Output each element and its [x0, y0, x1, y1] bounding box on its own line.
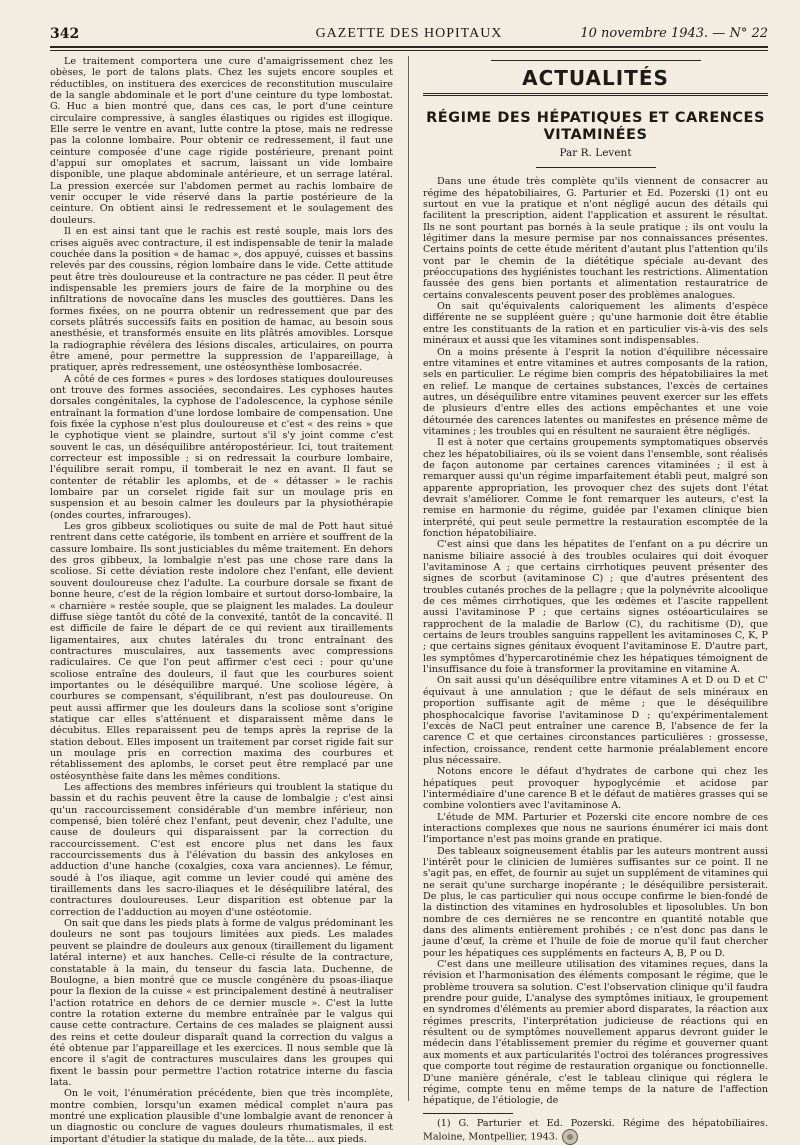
journal-title: GAZETTE DES HOPITAUX	[315, 26, 503, 41]
page-header	[50, 24, 768, 48]
section-rule	[491, 60, 701, 61]
paragraph: Il est à noter que certains groupements symptomatiques observés chez les hépatobiliaires, où ils se voient dans l'ensemble, sont réalisés de façon autonome par certaines carences vitaminées ; il est à remarquer aussi qu'un régime imparfaitement établi peut, malgré son apparente appropriation, les provoquer chez des sujets dont l'état devrait s'améliorer. Comme le font remarquer les auteurs, c'est la remise en harmonie du régime, guidée par l'examen clinique bien interprété, qui peut seule permettre la restauration escomptée de la fonction hépatobiliaire.	[423, 437, 768, 539]
paragraph: On sait qu'équivalents caloriquement les aliments d'espèce différente ne se suppléent guère ; qu'une harmonie doit être établie entre les constituants de la ration et en particulier vis-à-vis des sels minéraux et aussi que les vitamines sont indispensables.	[423, 301, 768, 347]
paragraph: Il en est ainsi tant que le rachis est resté souple, mais lors des crises aiguës avec contracture, il est indispensable de tenir la malade couchée dans la position « de hamac », dos appuyé, cuisses et bassins relevés par des coussins, région lombaire dans le vide. Cette attitude peut être très douloureuse et la contracture ne pas céder. Il peut être indispensable les premiers jours de faire de la morphine ou des infiltrations de novocaïne dans les muscles des gouttières. Dans les formes fixées, on ne pourra obtenir un redressement que par des corsets plâtrés successifs faits en position de hamac, au besoin sous anesthésie, et transformés ensuite en lits plâtrés amovibles. Lorsque la radiographie révélera des lésions discales, articulaires, on pourra être amené, pour permettre la suppression de l'appareillage, à pratiquer, après redressement, une ostéosynthèse lombosacrée.	[50, 226, 393, 374]
paragraph: Des tableaux soigneusement établis par les auteurs montrent aussi l'intérêt pour le clinicien de lumières suffisantes sur ce point. Il ne s'agit pas, en effet, de fournir au sujet un supplément de vitamines qui ne serait qu'une surcharge inopérante ; le déséquilibre persisterait. De plus, le cas particulier qui nous occupe confirme le bien-fondé de la distinction des vitamines en hydrosolubles et liposolubles. Un bon nombre de ces dernières ne se rencontre en quantité notable que dans des aliments entièrement prohibés ; ce n'est donc pas dans le jaune d'œuf, la crème et l'huile de foie de morue qu'il faut chercher pour les hépatiques ces suppléments en facteurs A, B, P ou D.	[423, 845, 768, 959]
paragraph: On a moins présente à l'esprit la notion d'équilibre nécessaire entre vitamines et entre vitamines et autres composants de la ration, sels en particulier. Le régime bien compris des hépatobiliaires la met en relief. Le manque de certaines substances, l'excès de certaines autres, un déséquilibre entre vitamines peuvent exercer sur les effets de plusieurs d'entre elles des actions empêchantes et une voie détournée des carences latentes ou manifestes en présence même de vitamines ; les troubles qui en résultent ne sauraient être négligés.	[423, 346, 768, 437]
section-title: ACTUALITÉS	[522, 66, 669, 90]
page-number: 342	[50, 26, 80, 42]
paragraph: On sait aussi qu'un déséquilibre entre vitamines A et D ou D et C' équivaut à une annulation ; que le défaut de sels minéraux en proportion suffisante agit de même ; que le déséquilibre phosphocalcique favorise l'avitaminose D ; qu'expérimentalement l'excès de NaCl peut entraîner une carence B, l'absence de fer la carence C et que certaines circonstances particulières : grossesse, infection, croissance, rendent cette harmonie préalablement encore plus nécessaire.	[423, 675, 768, 766]
paragraph: L'étude de MM. Parturier et Pozerski cite encore nombre de ces interactions complexes que nous ne saurions énumérer ici mais dont l'importance n'est pas moins grande en pratique.	[423, 811, 768, 846]
library-stamp-icon	[562, 1129, 578, 1145]
paragraph: Le traitement comportera une cure d'amaigrissement chez les obèses, le port de talons plats. Chez les sujets encore souples et réductibles, on instituera des exercices de reconstitution musculaire de la sangle abdominale et le port d'une ceinture du type lombostat. G. Huc a bien montré que, dans ces cas, le port d'une ceinture circulaire compressive, à sangles élastiques ou rigides est illogique. Elle serre le ventre en avant, lutte contre la ptose, mais ne redresse pas la colonne lombaire. Pour obtenir ce redressement, il faut une ceinture composée d'une cage rigide postérieure, prenant point d'appui sur omoplates et sacrum, laissant un vide lombaire disponible, une plaque abdominale antérieure, et un serrage latéral. La pression exercée sur l'abdomen permet au rachis lombaire de venir occuper le vide réservé dans la partie postérieure de la ceinture. On obtient ainsi le redressement et le soulagement des douleurs.	[50, 56, 393, 226]
paragraph: On sait que dans les pieds plats à forme de valgus prédominant les douleurs ne sont pas toujours limitées aux pieds. Les malades peuvent se plaindre de douleurs aux genoux (tiraillement du ligament latéral interne) et aux hanches. Celle-ci résulte de la contracture, constatable à la main, du tenseur du fascia lata. Duchenne, de Boulogne, a bien montré que ce muscle congénère du psoas-iliaque pour la flexion de la cuisse « est principalement destiné à neutraliser l'action rotatrice en dehors de ce dernier muscle ». C'est la lutte contre la rotation externe du membre entraînée par le valgus qui cause cette contracture. Certains de ces malades se plaignent aussi des reins et cette douleur disparaît quand la correction du valgus a été obtenue par l'appareillage et les exercices. Il nous semble que là encore il s'agit de contractures musculaires dans les groupes qui fixent le bassin pour permettre l'action rotatrice interne du fascia lata.	[50, 918, 393, 1088]
footnote	[423, 1118, 768, 1145]
paragraph: Les affections des membres inférieurs qui troublent la statique du bassin et du rachis peuvent être la cause de lombalgie ; c'est ainsi qu'un raccourcissement considérable d'un membre inférieur, non compensé, bien toléré chez l'enfant, peut devenir, chez l'adulte, une cause de douleurs qui disparaissent par la correction du raccourcissement. C'est est encore plus net dans les faux raccourcissements dus à l'élévation du bassin des ankyloses en adduction d'une hanche (coxalgies, coxa vara anciennes). Le fémur, soudé à l'os iliaque, agit comme un levier coudé qui amène des tiraillements dans les sacro-iliaques et le déséquilibre latéral, des contractures douloureuses. Leur disparition est obtenue par la correction de l'adduction au moyen d'une ostéotomie.	[50, 782, 393, 918]
paragraph: Dans une étude très complète qu'ils viennent de consacrer au régime des hépatobiliaires, G. Parturier et Ed. Pozerski (1) ont eu surtout en vue la pratique et n'ont négligé aucun des détails qui facilitent la prescription, aident l'application et assurent le résultat. Ils ne sont pourtant pas bornés à la seule pratique ; ils ont voulu la légitimer dans la mesure permise par nos connaissances présentes. Certains points de cette étude méritent d'autant plus l'attention qu'ils vont par le chemin de la diététique spéciale au-devant des préoccupations des hygiénistes touchant les restrictions. Alimentation faussée des gens bien portants et alimentation restauratrice de certains convalescents peuvent poser des problèmes analogues.	[423, 176, 768, 301]
left-column	[50, 56, 393, 1145]
section-double-rule	[423, 93, 768, 96]
byline: Par R. Levent	[559, 147, 632, 159]
footnote-text: (1) G. Parturier et Ed. Pozerski. Régime des hépatobiliaires. Maloine, Montpellier, 1943.	[423, 1117, 768, 1143]
footnote-rule	[423, 1113, 513, 1114]
right-column	[423, 56, 768, 1143]
paragraph: C'est dans une meilleure utilisation des vitamines reçues, dans la révision et l'harmonisation des éléments composant le régime, que le problème trouvera sa solution. C'est l'observation clinique qu'il faudra prendre pour guide, L'analyse des symptômes initiaux, le groupement en syndromes d'éléments au premier abord disparates, la réaction aux régimes prescrits, l'interprétation judicieuse de réactions qui en résultent ou de symptômes nouvellement apparus devront guider le médecin dans l'établissement premier du régime et gouverner quant aux moments et aux particularités l'octroi des tolérances progressives que comporte tout régime de restauration organique ou fonctionnelle. D'une manière générale, c'est le tableau clinique qui réglera le régime, compte tenu en même temps de la nature de l'affection hépatique, de l'étiologie, de	[423, 959, 768, 1107]
paragraph: On le voit, l'énumération précédente, bien que très incomplète, montre combien, lorsqu'un examen médical complet n'aura pas montré une explication plausible d'une lombalgie avant de renoncer à un diagnostic ou conclure de vagues douleurs rhumatismales, il est important d'étudier la statique du malade, de la tête... aux pieds.	[50, 1088, 393, 1145]
article-header	[423, 60, 768, 168]
byline-rule	[536, 167, 656, 168]
paragraph: A côté de ces formes « pures » des lordoses statiques douloureuses ont trouve des formes associées, secondaires. Les cyphoses hautes dorsales congénitales, la cyphose de l'adolescence, la cyphose sénile entraînant la formation d'une lordose lombaire de compensation. Une fois fixée la cyphose n'est plus douloureuse et c'est « des reins » que le cyphotique vient se plaindre, surtout s'il s'y joint comme c'est souvent le cas, un déséquilibre antéropostérieur. Ici, tout traitement correcteur est impossible ; si on redressait la courbure lombaire, l'équilibre serait rompu, il tomberait le nez en avant. Il faut se contenter de rétablir les aplombs, et de « détasser » le rachis lombaire par un corselet rigide fait sur un moulage pris en suspension et au besoin calmer les douleurs par la physiothérapie (ondes courtes, infrarouges).	[50, 373, 393, 521]
paragraph: Les gros gibbeux scoliotiques ou suite de mal de Pott haut situé rentrent dans cette catégorie, ils tombent en arrière et souffrent de la cassure lombaire. Ils sont justiciables du même traitement. En dehors des gros gibbeux, la lombalgie n'est pas une chose rare dans la scoliose. Si cette déviation reste indolore chez l'enfant, elle devient souvent douloureuse chez l'adulte. La courbure dorsale se fixant de bonne heure, c'est de la région lombaire et surtout dorso-lombaire, la « charnière » restée souple, que se plaignent les malades. La douleur diffuse siège tantôt du côté de la convexité, tantôt de la concavité. Il est difficile de faire le départ de ce qui revient aux tiraillements ligamentaires, aux chutes latérales du tronc entraînant des contractures musculaires, aux tassements avec compressions radiculaires. Ce que l'on peut affirmer c'est ceci : pour qu'une scoliose entraîne des douleurs, il faut que les courbures soient importantes ou le déséquilibre marqué. Une scoliose légère, à courbures se compensant, s'équilibrant, n'est pas douloureuse. On peut aussi affirmer que les douleurs dans la scoliose sont s'origine statique car elles s'atténuent et disparaissent même dans le décubitus. Elles reparaissent peu de temps après la reprise de la station debout. Elles imposent un traitement par corset rigide fait sur un moulage pris en correction maxima des courbures et rétablissement des aplombs, le corset peut être remplacé par une ostéosynthèse faite dans les mêmes conditions.	[50, 521, 393, 782]
article-title: RÉGIME DES HÉPATIQUES ET CARENCES VITAMINÉES	[426, 110, 765, 143]
issue-date: 10 novembre 1943. — N° 22	[580, 26, 768, 41]
paragraph: Notons encore le défaut d'hydrates de carbone qui chez les hépatiques peut provoquer hypoglycémie et acidose par l'intermédiaire d'une carence B et le défaut de matières grasses qui se combine volontiers avec l'avitaminose A.	[423, 766, 768, 812]
paragraph: C'est ainsi que dans les hépatites de l'enfant on a pu décrire un nanisme biliaire associé à des troubles oculaires qui doit évoquer l'avitaminose A ; que certains cirrhotiques peuvent présenter des signes de scorbut (avitaminose C) ; que d'autres présentent des troubles cutanés proches de la pellagre ; que la polynévrite alcoolique de ces mêmes cirrhotiques, que les œdèmes et l'ascite rappellent aussi l'avitaminose P ; que certains signes ostéoarticulaires se rapprochent de la maladie de Barlow (C), du rachitisme (D), que certains de leurs troubles sanguins rappellent les avitaminoses C, K, P ; que certains signes génitaux évoquent l'avitaminose E. D'autre part, les symptômes d'hypercarotinémie chez les hépatiques témoignent de l'insuffisance du foie à transformer la provitamine en vitamine A.	[423, 539, 768, 676]
header-rule	[50, 50, 768, 51]
column-divider	[408, 56, 409, 1101]
